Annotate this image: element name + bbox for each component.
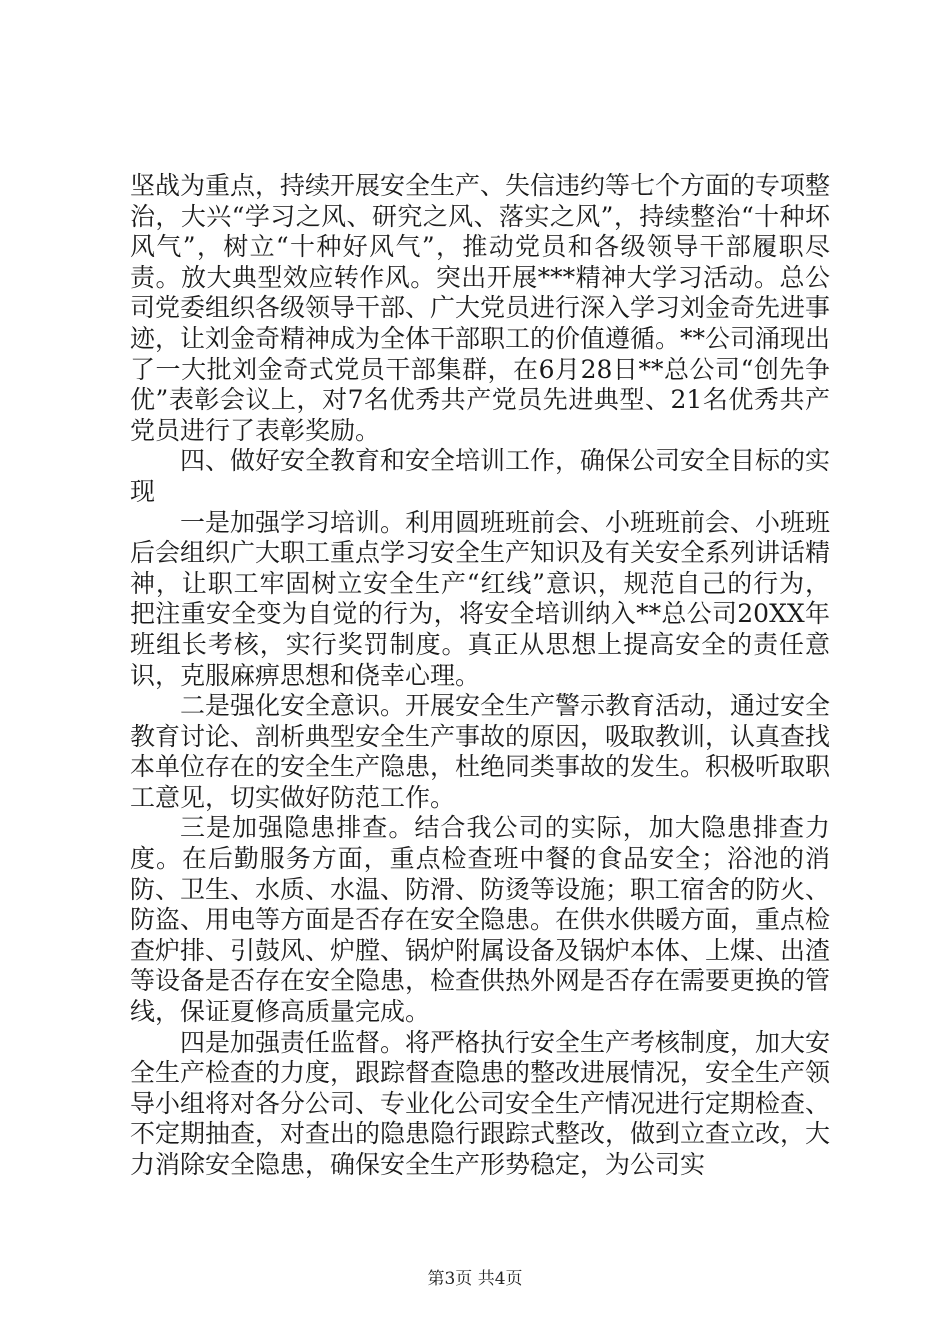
paragraph-training: 一是加强学习培训。利用圆班班前会、小班班前会、小班班后会组织广大职工重点学习安全生产知识及有关安全系列讲话精神，让职工牢固树立安全生产“红线”意识，规范自己的行为，把注重安全变为自觉的行为，将安全培训纳入**总公司20XX年班组长考核，实行奖罚制度。真正从思想上提高安全的责任意识，克服麻痹思想和侥幸心理。 xyxy=(130,507,831,690)
document-body xyxy=(130,171,830,1181)
paragraph-supervision: 四是加强责任监督。将严格执行安全生产考核制度，加大安全生产检查的力度，跟踪督查隐患的整改进展情况，安全生产领导小组将对各分公司、专业化公司安全生产情况进行定期检查、不定期抽查，对查出的隐患隐行跟踪式整改，做到立查立改，大力消除安全隐患，确保安全生产形势稳定，为公司实 xyxy=(130,1027,831,1179)
paragraph-hazard-check: 三是加强隐患排查。结合我公司的实际，加大隐患排查力度。在后勤服务方面，重点检查班中餐的食品安全；浴池的消防、卫生、水质、水温、防滑、防烫等设施；职工宿舍的防火、防盗、用电等方面是否存在安全隐患。在供水供暖方面，重点检查炉排、引鼓风、炉膛、锅炉附属设备及锅炉本体、上煤、出渣等设备是否存在安全隐患，检查供热外网是否存在需要更换的管线，保证夏修高质量完成。 xyxy=(130,813,831,1027)
paragraph-continuation: 坚战为重点，持续开展安全生产、失信违约等七个方面的专项整治，大兴“学习之风、研究之风、落实之风”，持续整治“十种坏风气”，树立“十种好风气”，推动党员和各级领导干部履职尽责。放大典型效应转作风。突出开展***精神大学习活动。总公司党委组织各级领导干部、广大党员进行深入学习刘金奇先进事迹，让刘金奇精神成为全体干部职工的价值遵循。**公司涌现出了一大批刘金奇式党员干部集群，在6月28日**总公司“创先争优”表彰会议上，对7名优秀共产党员先进典型、21名优秀共产党员进行了表彰奖励。 xyxy=(130,171,831,445)
paragraph-awareness: 二是强化安全意识。开展安全生产警示教育活动，通过安全教育讨论、剖析典型安全生产事故的原因，吸取教训，认真查找本单位存在的安全生产隐患，杜绝同类事故的发生。积极听取职工意见，切实做好防范工作。 xyxy=(130,691,831,812)
section-heading: 四、做好安全教育和安全培训工作，确保公司安全目标的实现 xyxy=(130,446,831,506)
page-number-footer: 第3页 共4页 xyxy=(427,1269,523,1289)
